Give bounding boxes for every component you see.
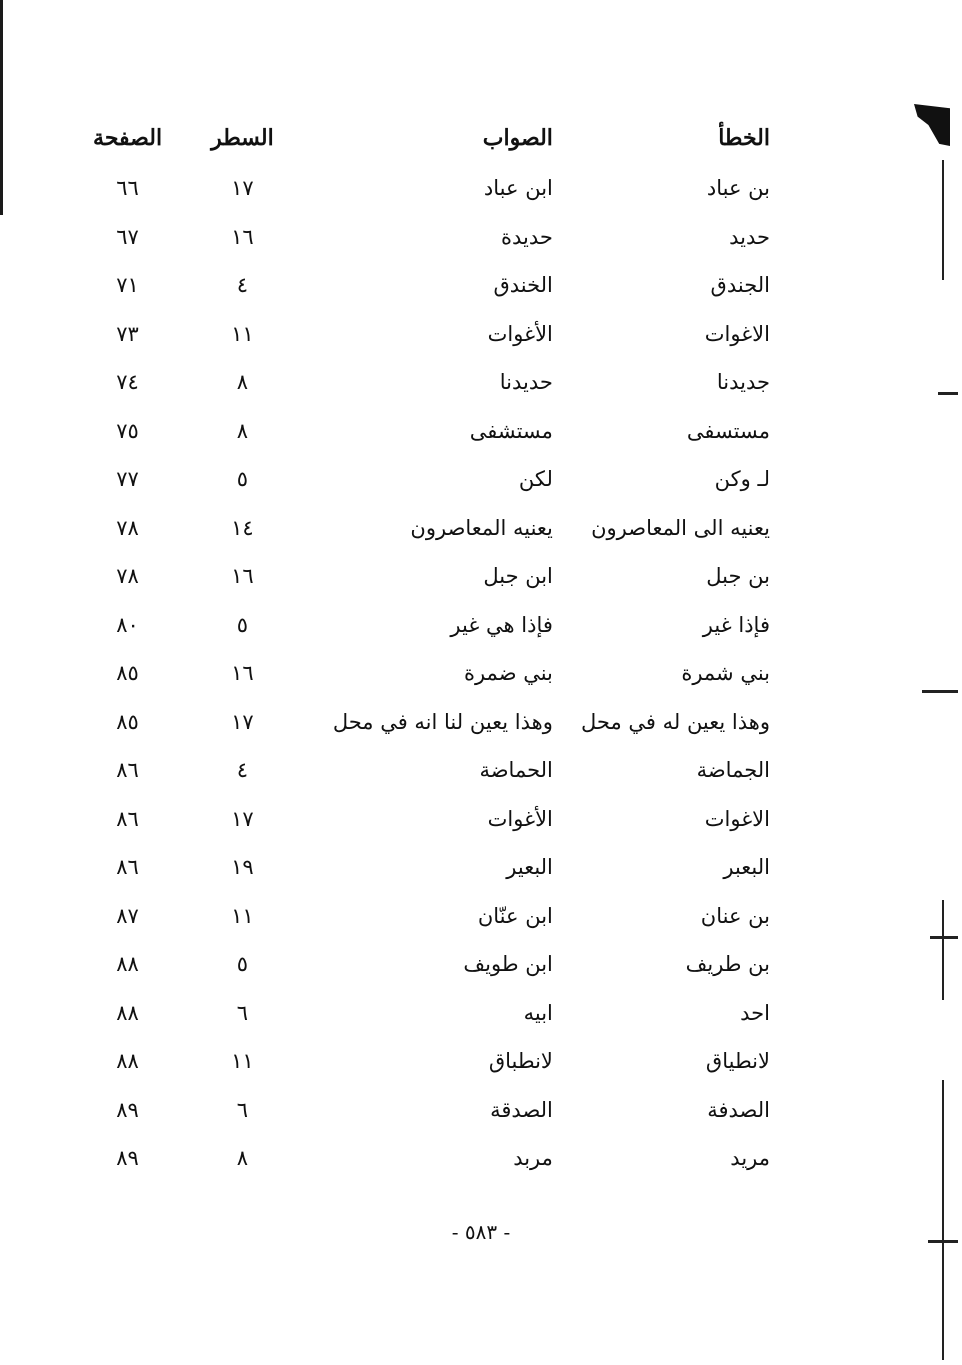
- cell-line: ١٧: [231, 176, 254, 201]
- cell-page: ٧٧: [116, 467, 139, 492]
- cell-wrong: فإذا غير: [702, 612, 770, 637]
- cell-right: بني ضمرة: [463, 661, 553, 686]
- cell-line: ١٧: [231, 806, 254, 831]
- scan-mark: [938, 392, 958, 395]
- scan-mark: [930, 936, 958, 939]
- table-row: [70, 746, 810, 795]
- table-row: [70, 358, 810, 407]
- cell-wrong: احد: [740, 1000, 770, 1025]
- table-row: [70, 940, 810, 989]
- cell-wrong: الصدفة: [707, 1097, 770, 1122]
- cell-right: ابن طويف: [463, 952, 553, 977]
- cell-page: ٨٦: [116, 855, 139, 880]
- cell-wrong: حديد: [729, 224, 770, 249]
- cell-page: ٧٣: [116, 321, 139, 346]
- cell-line: ٥: [236, 952, 249, 977]
- cell-right: الحماضة: [479, 758, 553, 783]
- table-row: [70, 261, 810, 310]
- errata-body: [70, 164, 810, 1183]
- page-number: - ٥٨٣ -: [451, 1220, 511, 1244]
- cell-wrong: لـ وكن: [714, 467, 770, 492]
- cell-right: حديدنا: [499, 370, 553, 395]
- table-row: [70, 310, 810, 359]
- header-wrong: الخطأ: [718, 125, 770, 151]
- table-row: [70, 407, 810, 456]
- cell-right: الأغوات: [487, 806, 553, 831]
- cell-page: ٨٥: [116, 709, 139, 734]
- cell-line: ١١: [231, 321, 254, 346]
- cell-right: فإذا هي غير: [450, 612, 553, 637]
- cell-page: ٧١: [116, 273, 139, 298]
- cell-page: ٨٦: [116, 806, 139, 831]
- cell-page: ٨٨: [116, 1000, 139, 1025]
- table-row: [70, 1134, 810, 1183]
- cell-page: ٦٧: [116, 224, 139, 249]
- cell-page: ٨٦: [116, 758, 139, 783]
- cell-line: ٥: [236, 612, 249, 637]
- cell-line: ١٦: [231, 564, 254, 589]
- cell-right: الخندق: [493, 273, 553, 298]
- cell-wrong: مريد: [730, 1146, 770, 1171]
- cell-page: ٧٥: [116, 418, 139, 443]
- table-row: [70, 843, 810, 892]
- cell-wrong: لانطياق: [705, 1049, 770, 1074]
- cell-line: ١١: [231, 903, 254, 928]
- table-row: [70, 504, 810, 553]
- scan-border-left: [0, 0, 3, 215]
- cell-page: ٧٨: [116, 515, 139, 540]
- cell-right: البعير: [506, 855, 553, 880]
- cell-wrong: بني شمرة: [681, 661, 770, 686]
- cell-right: ابن عباد: [483, 176, 553, 201]
- cell-line: ٨: [236, 418, 249, 443]
- table-row: [70, 698, 810, 747]
- cell-right: ابن عنّان: [477, 903, 553, 928]
- cell-page: ٨٩: [116, 1097, 139, 1122]
- cell-right: حديدة: [501, 224, 553, 249]
- cell-wrong: بن عنان: [700, 903, 770, 928]
- cell-right: ابيه: [523, 1000, 553, 1025]
- cell-right: وهذا يعين لنا انه في محل: [332, 709, 553, 734]
- cell-right: مستشفى: [469, 418, 553, 443]
- table-row: [70, 795, 810, 844]
- cell-wrong: الاغوات: [704, 321, 770, 346]
- cell-page: ٨٠: [116, 612, 139, 637]
- cell-line: ٤: [236, 273, 249, 298]
- cell-wrong: جديدنا: [716, 370, 770, 395]
- table-row: [70, 601, 810, 650]
- header-right: الصواب: [482, 125, 553, 151]
- table-row: [70, 649, 810, 698]
- cell-wrong: الاغوات: [704, 806, 770, 831]
- scan-blot: [914, 104, 950, 146]
- scan-line: [942, 900, 944, 1000]
- cell-page: ٨٨: [116, 1049, 139, 1074]
- errata-header-row: [70, 112, 810, 164]
- table-row: [70, 164, 810, 213]
- scan-line: [942, 160, 944, 280]
- cell-right: لكن: [518, 467, 553, 492]
- cell-line: ٦: [236, 1000, 249, 1025]
- cell-right: مربد: [513, 1146, 553, 1171]
- scan-mark: [922, 690, 958, 693]
- table-row: [70, 1037, 810, 1086]
- header-line: السطر: [211, 125, 274, 151]
- cell-line: ٥: [236, 467, 249, 492]
- cell-wrong: وهذا يعين له في محل: [581, 709, 770, 734]
- table-row: [70, 552, 810, 601]
- table-row: [70, 989, 810, 1038]
- cell-line: ١١: [231, 1049, 254, 1074]
- cell-wrong: بن طريف: [685, 952, 770, 977]
- table-row: [70, 455, 810, 504]
- cell-line: ١٧: [231, 709, 254, 734]
- cell-line: ١٩: [231, 855, 254, 880]
- table-row: [70, 1086, 810, 1135]
- cell-line: ١٦: [231, 661, 254, 686]
- cell-line: ٦: [236, 1097, 249, 1122]
- cell-right: يعنيه المعاصرون: [410, 515, 553, 540]
- table-row: [70, 213, 810, 262]
- cell-page: ٨٧: [116, 903, 139, 928]
- cell-wrong: الجماضة: [696, 758, 770, 783]
- cell-page: ٨٥: [116, 661, 139, 686]
- header-page: الصفحة: [93, 125, 163, 151]
- cell-line: ٨: [236, 370, 249, 395]
- table-row: [70, 892, 810, 941]
- cell-page: ٧٤: [116, 370, 139, 395]
- cell-line: ١٦: [231, 224, 254, 249]
- cell-right: لانطباق: [488, 1049, 553, 1074]
- cell-wrong: بن جبل: [706, 564, 770, 589]
- cell-right: الأغوات: [487, 321, 553, 346]
- cell-wrong: يعنيه الى المعاصرون: [591, 515, 770, 540]
- cell-line: ٤: [236, 758, 249, 783]
- cell-right: ابن جبل: [483, 564, 553, 589]
- cell-page: ٦٦: [116, 176, 139, 201]
- cell-right: الصدقة: [490, 1097, 553, 1122]
- errata-table: [70, 112, 810, 1183]
- cell-wrong: الجندق: [710, 273, 770, 298]
- cell-line: ١٤: [231, 515, 254, 540]
- cell-wrong: مستسفى: [686, 418, 770, 443]
- cell-page: ٨٨: [116, 952, 139, 977]
- cell-wrong: بن عباد: [706, 176, 770, 201]
- cell-wrong: البعبر: [723, 855, 770, 880]
- cell-page: ٧٨: [116, 564, 139, 589]
- cell-line: ٨: [236, 1146, 249, 1171]
- cell-page: ٨٩: [116, 1146, 139, 1171]
